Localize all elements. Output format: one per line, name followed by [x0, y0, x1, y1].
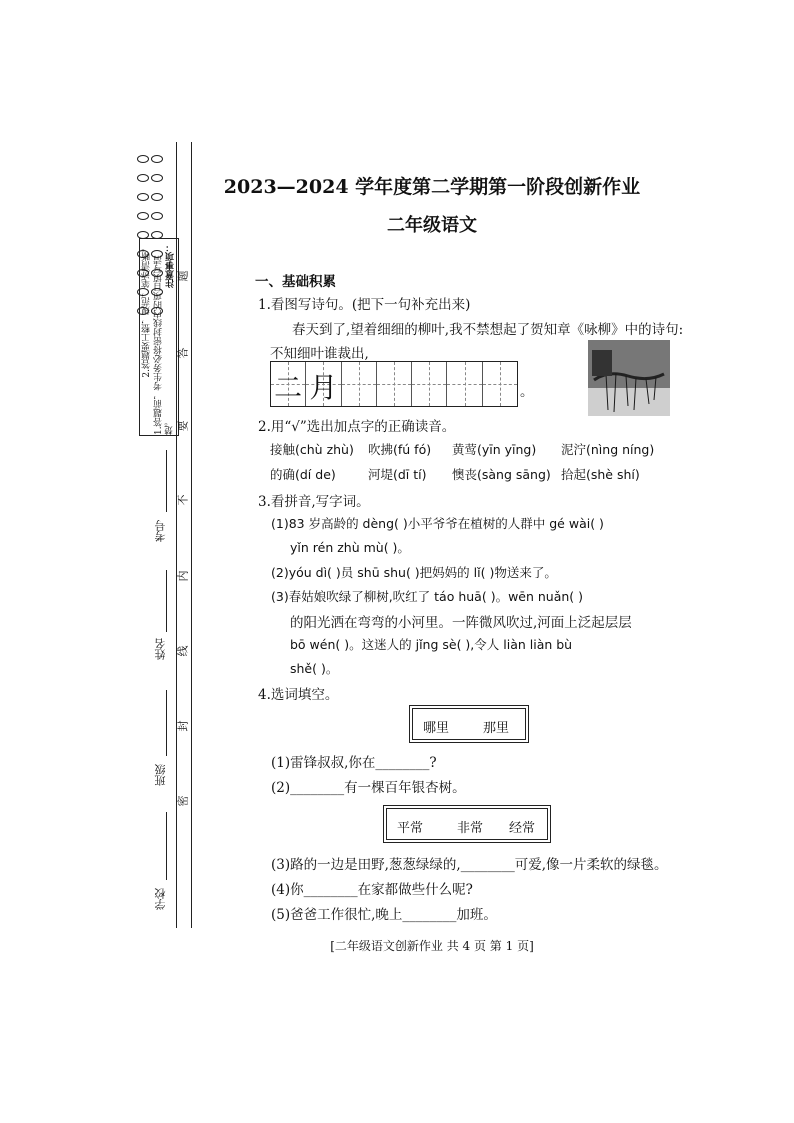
seal-char-3: 要 — [176, 420, 190, 432]
q2-item[interactable]: 泥泞(nìng níng) — [561, 442, 655, 457]
grid-cell[interactable] — [483, 362, 517, 406]
willow-illustration — [588, 340, 670, 416]
notice-item-1: 1.答题前，考生务必将密封线内的项目填写清楚。 — [154, 255, 175, 435]
q4-sentence[interactable]: (5)爸爸工作很忙,晚上________加班。 — [271, 907, 497, 923]
seal-char-6: 线 — [176, 645, 190, 657]
q1-prompt: 1.看图写诗句。(把下一句补充出来) — [258, 297, 471, 313]
page-footer: [二年级语文创新作业 共 4 页 第 1 页] — [330, 939, 534, 953]
q2-item[interactable]: 接触(chù zhù) — [270, 442, 354, 457]
q1-poem-line: 不知细叶谁裁出, — [270, 346, 369, 362]
margin-rule-inner — [191, 142, 192, 928]
name-label: 姓名 — [154, 638, 167, 660]
class-label: 班级 — [154, 764, 167, 786]
notice-box — [139, 238, 179, 436]
seal-char-8: 密 — [176, 795, 190, 807]
q4-sentence[interactable]: (2)________有一棵百年银杏树。 — [271, 780, 466, 796]
q4-prompt: 4.选词填空。 — [258, 687, 339, 703]
grid-cell[interactable]: 月 — [306, 362, 341, 406]
grid-cell[interactable] — [342, 362, 377, 406]
exam-number-label: 考号 — [154, 520, 167, 542]
grid-cell[interactable] — [447, 362, 482, 406]
word-option: 经常 — [509, 821, 536, 836]
seal-char-1: 题 — [176, 270, 190, 282]
notice-item-2: 2.答题要工整，规范，笔迹清晰。 — [142, 243, 152, 378]
page-title: 2023—2024 学年度第二学期第一阶段创新作业 — [223, 176, 641, 198]
grid-end-mark: 。 — [520, 384, 534, 400]
grid-cell[interactable] — [377, 362, 412, 406]
name-line[interactable] — [166, 570, 167, 632]
q3-line[interactable]: shě( )。 — [290, 661, 339, 676]
q4-sentence[interactable]: (4)你________在家都做些什么呢? — [271, 882, 473, 898]
class-line[interactable] — [166, 690, 167, 756]
word-option: 哪里 — [423, 721, 450, 736]
notice-title: 注意事项： — [166, 243, 176, 288]
q2-item[interactable]: 黄莺(yīn yīng) — [452, 442, 537, 457]
q3-line[interactable]: (2)yóu dì( )员 shū shu( )把妈妈的 lǐ( )物送来了。 — [271, 565, 557, 580]
seal-char-7: 封 — [176, 720, 190, 732]
grid-cell[interactable]: 二 — [271, 362, 306, 406]
q2-item[interactable]: 的确(dí de) — [270, 467, 336, 482]
q3-line[interactable]: (1)83 岁高龄的 dèng( )小平爷爷在植树的人群中 gé wài( ) — [271, 516, 604, 531]
section-heading: 一、基础积累 — [255, 274, 336, 290]
word-box-2 — [386, 808, 548, 840]
q3-line[interactable]: yǐn rén zhù mù( )。 — [290, 540, 410, 555]
q4-sentence[interactable]: (1)雷锋叔叔,你在________? — [271, 755, 437, 771]
q3-line[interactable]: bō wén( )。这迷人的 jǐng sè( ),令人 liàn liàn bù — [290, 637, 573, 652]
answer-grid[interactable] — [270, 361, 518, 407]
school-line[interactable] — [166, 812, 167, 880]
q2-prompt: 2.用“√”选出加点字的正确读音。 — [258, 419, 456, 435]
q3-line: 的阳光洒在弯弯的小河里。一阵微风吹过,河面上泛起层层 — [290, 615, 632, 631]
q2-item[interactable]: 河堤(dī tí) — [368, 467, 427, 482]
school-label: 学校 — [154, 888, 167, 910]
word-box-1 — [412, 708, 526, 740]
page-subtitle: 二年级语文 — [387, 215, 477, 236]
q3-prompt: 3.看拼音,写字词。 — [258, 494, 370, 510]
exam-number-line[interactable] — [166, 450, 167, 512]
q3-line[interactable]: (3)春姑娘吹绿了柳树,吹红了 táo huā( )。wēn nuǎn( ) — [271, 589, 584, 604]
q2-item[interactable]: 拾起(shè shí) — [561, 467, 640, 482]
word-option: 非常 — [457, 821, 484, 836]
seal-char-2: 答 — [176, 347, 190, 359]
q1-text: 春天到了,望着细细的柳叶,我不禁想起了贺知章《咏柳》中的诗句: — [292, 322, 684, 338]
seal-char-5: 内 — [176, 570, 190, 582]
grid-cell[interactable] — [412, 362, 447, 406]
q4-sentence[interactable]: (3)路的一边是田野,葱葱绿绿的,________可爱,像一片柔软的绿毯。 — [271, 857, 668, 873]
q2-item[interactable]: 懊丧(sàng sāng) — [452, 467, 551, 482]
seal-char-4: 不 — [176, 494, 190, 506]
word-option: 平常 — [397, 821, 424, 836]
q2-item[interactable]: 吹拂(fú fó) — [368, 442, 432, 457]
word-option: 那里 — [483, 721, 510, 736]
